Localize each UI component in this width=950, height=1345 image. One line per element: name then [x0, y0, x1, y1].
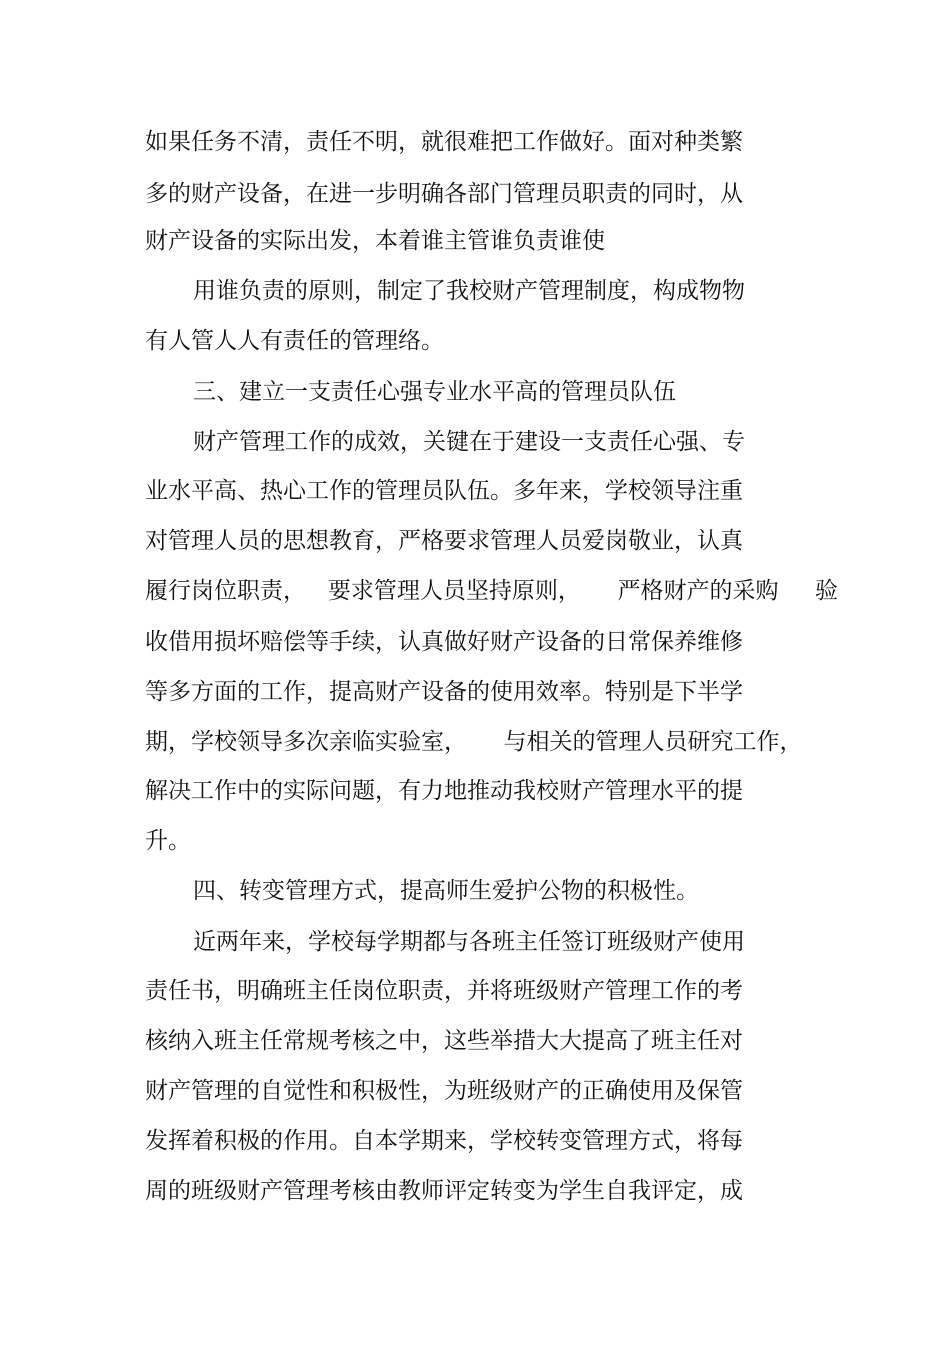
- text-line: 业水平高、热心工作的管理员队伍。多年来，学校领导注重: [145, 478, 743, 504]
- text-line: 财产管理的自觉性和积极性，为班级财产的正确使用及保管: [145, 1078, 743, 1104]
- text-line: 财产管理工作的成效，关键在于建设一支责任心强、专: [193, 429, 745, 455]
- text-line: 用谁负责的原则，制定了我校财产管理制度，构成物物: [193, 278, 745, 304]
- section-heading: 三、建立一支责任心强专业水平高的管理员队伍: [193, 379, 676, 405]
- text-line: 核纳入班主任常规考核之中，这些举措大大提高了班主任对: [145, 1028, 743, 1054]
- text-line: 财产设备的实际出发，本着谁主管谁负责谁使: [145, 228, 605, 254]
- text-line: 发挥着积极的作用。自本学期来，学校转变管理方式，将每: [145, 1128, 743, 1154]
- text-line: 解决工作中的实际问题，有力地推动我校财产管理水平的提: [145, 778, 743, 804]
- text-line: 周的班级财产管理考核由教师评定转变为学生自我评定，成: [145, 1178, 743, 1204]
- text-line: 履行岗位职责， 要求管理人员坚持原则， 严格财产的采购 验: [145, 578, 839, 604]
- text-line: 期，学校领导多次亲临实验室， 与相关的管理人员研究工作，: [145, 729, 803, 755]
- text-line: 等多方面的工作，提高财产设备的使用效率。特别是下半学: [145, 679, 743, 705]
- text-line: 有人管人人有责任的管理络。: [145, 328, 444, 354]
- section-heading: 四、转变管理方式，提高师生爱护公物的积极性。: [193, 878, 699, 904]
- text-line: 近两年来，学校每学期都与各班主任签订班级财产使用: [193, 929, 745, 955]
- text-line: 对管理人员的思想教育，严格要求管理人员爱岗敬业，认真: [145, 528, 743, 554]
- text-line: 升。: [145, 828, 191, 854]
- text-line: 收借用损坏赔偿等手续，认真做好财产设备的日常保养维修: [145, 629, 743, 655]
- text-line: 多的财产设备，在进一步明确各部门管理员职责的同时，从: [145, 181, 743, 207]
- text-line: 如果任务不清，责任不明，就很难把工作做好。面对种类繁: [145, 129, 743, 155]
- text-line: 责任书，明确班主任岗位职责，并将班级财产管理工作的考: [145, 978, 743, 1004]
